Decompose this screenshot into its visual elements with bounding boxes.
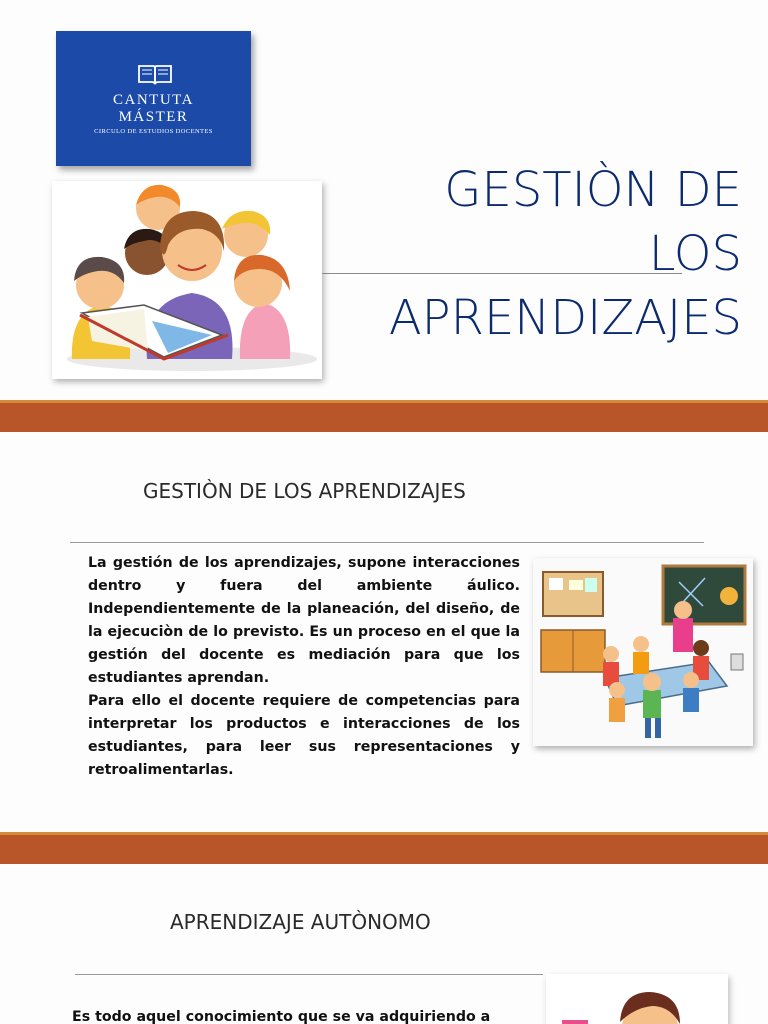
open-book-icon — [137, 63, 173, 85]
body-text — [88, 552, 520, 782]
slide-heading: GESTIÒN DE LOS APRENDIZAJES — [143, 479, 466, 503]
content-slide — [0, 432, 768, 832]
children-reading-illustration — [52, 181, 322, 379]
heading-rule — [70, 542, 704, 543]
paragraph-1: La gestión de los aprendizajes, supone interacciones dentro y fuera del ambiente áulico. Independientemente de la planeación, del diseño, de la ejecuciòn de lo previsto. Es un proceso en el que la gestión del docente es mediación para que los estudiantes aprendan. — [88, 555, 520, 686]
main-title — [322, 158, 742, 350]
autonomous-learning-slide — [0, 864, 768, 1024]
slide-heading: APRENDIZAJE AUTÒNOMO — [170, 910, 431, 934]
title-line-2: LOS — [648, 226, 742, 282]
slide-divider — [0, 400, 768, 432]
boy-illustration — [546, 974, 728, 1024]
title-slide — [0, 0, 768, 400]
heading-rule — [75, 974, 543, 975]
title-line-1: GESTIÒN DE — [444, 162, 742, 218]
paragraph-2: Para ello el docente requiere de competencias para interpretar los productos e interacciones de los estudiantes, para leer sus representaciones y retroalimentarlas. — [88, 693, 520, 778]
title-line-3: APRENDIZAJES — [388, 290, 742, 346]
classroom-illustration — [533, 558, 753, 746]
cantuta-master-logo — [56, 31, 251, 166]
body-text: Es todo aquel conocimiento que se va adquiriendo a — [72, 1009, 491, 1024]
logo-subtitle: CIRCULO DE ESTUDIOS DOCENTES — [94, 128, 213, 135]
slide-divider-2 — [0, 832, 768, 864]
logo-name-line1: CANTUTA — [113, 92, 194, 108]
logo-name-line2: MÁSTER — [118, 109, 189, 125]
